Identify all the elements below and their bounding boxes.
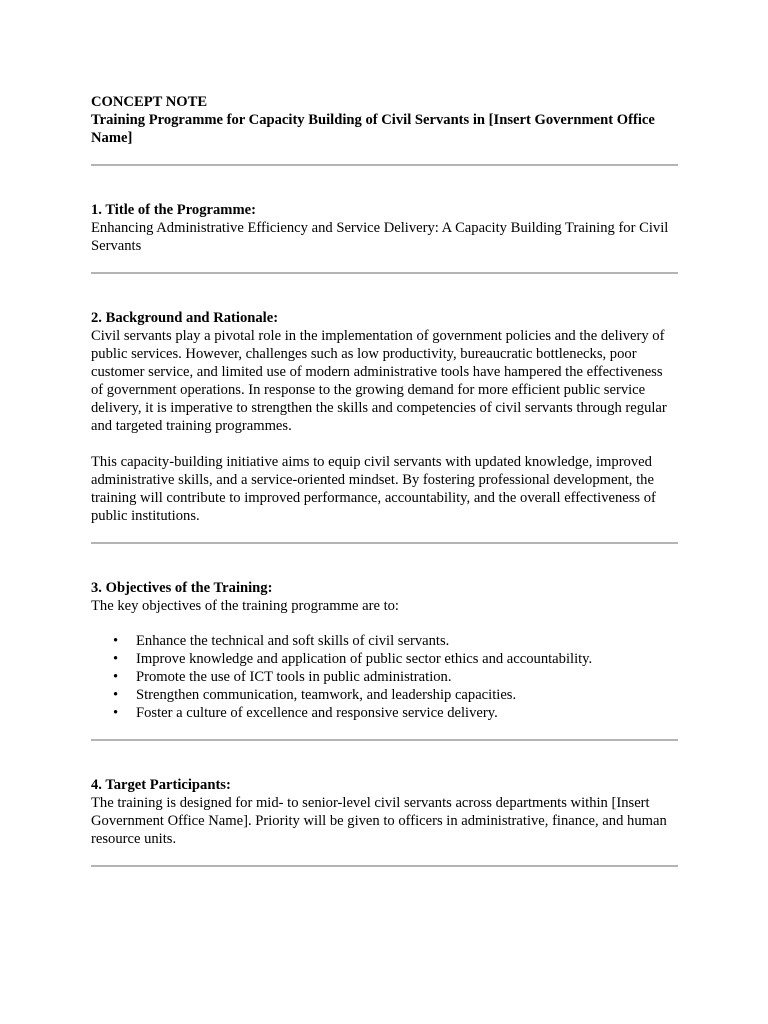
section-heading: 3. Objectives of the Training:: [91, 580, 273, 596]
list-item-text: Foster a culture of excellence and responsive service delivery.: [136, 705, 498, 721]
section-paragraph: This capacity-building initiative aims to equip civil servants with updated knowledge, improved administrative skills, and a service-oriented mindset. By fostering professional development, the training will contribute to improved performance, accountability, and the overall effectiveness of public institutions.: [91, 454, 656, 524]
list-item-text: Strengthen communication, teamwork, and leadership capacities.: [136, 687, 517, 703]
bullet-icon: •: [113, 687, 119, 703]
list-item-text: Enhance the technical and soft skills of civil servants.: [136, 633, 450, 649]
objectives-list: [91, 632, 678, 722]
document-title: Training Programme for Capacity Building of Civil Servants in [Insert Government Office Name]: [91, 112, 655, 146]
list-item: [91, 650, 678, 668]
document-header: [91, 93, 678, 147]
list-item: [91, 632, 678, 650]
list-item: [91, 668, 678, 686]
bullet-icon: •: [113, 651, 119, 667]
list-item: [91, 686, 678, 704]
section-programme-title: [91, 201, 678, 255]
section-objectives: [91, 579, 678, 722]
section-heading: 4. Target Participants:: [91, 777, 231, 793]
concept-note-label: CONCEPT NOTE: [91, 94, 208, 110]
section-paragraph: Civil servants play a pivotal role in the implementation of government policies and the delivery of public services. However, challenges such as low productivity, bureaucratic bottlenecks, poor customer service, and limited use of modern administrative tools have hampered the effectiveness of government operations. In response to the growing demand for more efficient public service delivery, it is imperative to strengthen the skills and competencies of civil servants through regular and targeted training programmes.: [91, 328, 667, 434]
section-heading: 2. Background and Rationale:: [91, 310, 279, 326]
section-background: [91, 309, 678, 525]
list-item: [91, 704, 678, 722]
list-item-text: Improve knowledge and application of public sector ethics and accountability.: [136, 651, 593, 667]
section-target-participants: [91, 776, 678, 848]
section-heading: 1. Title of the Programme:: [91, 202, 256, 218]
section-paragraph: Enhancing Administrative Efficiency and Service Delivery: A Capacity Building Training for Civil Servants: [91, 220, 669, 254]
list-item-text: Promote the use of ICT tools in public administration.: [136, 669, 452, 685]
document-page: [91, 93, 678, 867]
section-paragraph: The training is designed for mid- to senior-level civil servants across departments within [Insert Government Office Name]. Priority will be given to officers in administrative, finance, and human resource units.: [91, 795, 667, 847]
bullet-icon: •: [113, 705, 119, 721]
bullet-icon: •: [113, 669, 119, 685]
bullet-icon: •: [113, 633, 119, 649]
section-intro: The key objectives of the training programme are to:: [91, 598, 399, 614]
section-divider: [91, 865, 678, 867]
